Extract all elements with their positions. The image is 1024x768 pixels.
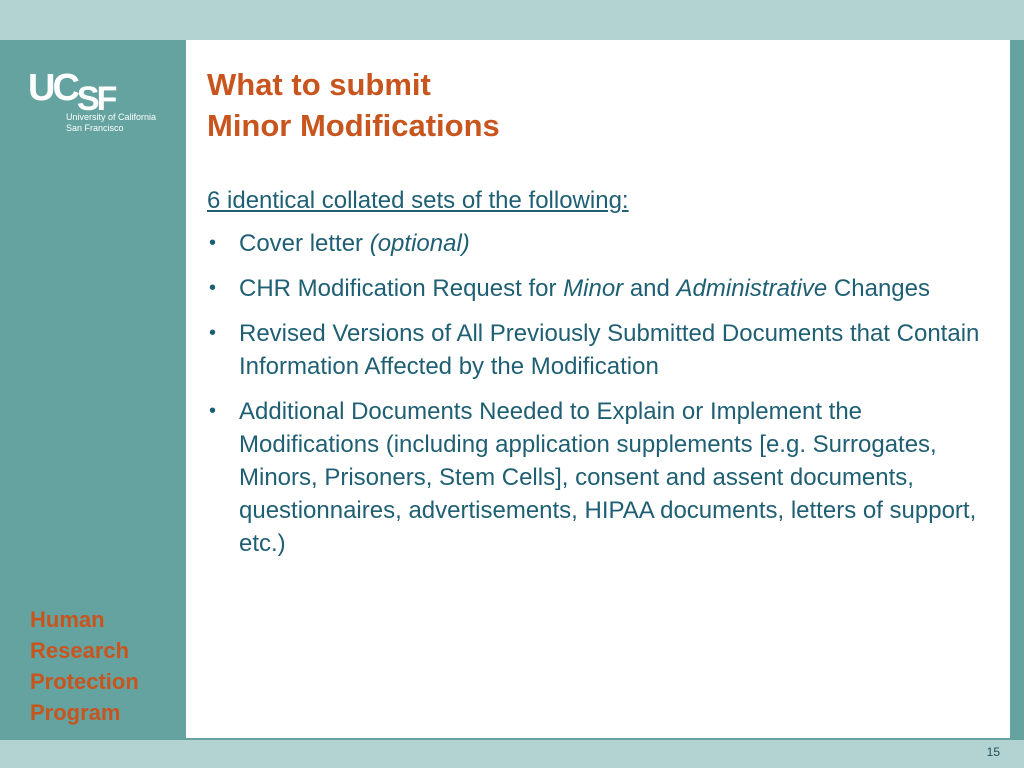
logo-subtitle bbox=[66, 112, 156, 134]
bullet-text: Cover letter bbox=[239, 230, 370, 257]
logo-mark-sf: SF bbox=[76, 80, 115, 118]
ucsf-logo bbox=[28, 67, 157, 133]
slide-title bbox=[207, 64, 500, 146]
bullet-text: Changes bbox=[827, 275, 931, 302]
bullet-text: Revised Versions of All Previously Submitted Documents that Contain Information Affected by the Modification bbox=[239, 320, 980, 380]
slide-title-line2: Minor Modifications bbox=[207, 108, 500, 143]
page-number: 15 bbox=[986, 745, 1000, 759]
bullet-item bbox=[207, 272, 997, 305]
bullet-dot: • bbox=[209, 400, 217, 422]
bullet-text: (optional) bbox=[369, 230, 470, 257]
intro-text: 6 identical collated sets of the following: bbox=[207, 187, 629, 214]
slide-title-line1: What to submit bbox=[207, 67, 431, 102]
bullet-dot: • bbox=[209, 232, 217, 254]
logo-subtitle-line1: University of California bbox=[66, 112, 157, 122]
bullet-text: CHR Modification Request for bbox=[239, 275, 564, 302]
bullet-text: Additional Documents Needed to Explain or Implement the Modifications (including application supplements [e.g. Surrogates, Minors, Prisoners, Stem Cells], consent and assent documents, questionnaires, advertisements, HIPAA documents, letters of support, etc.) bbox=[239, 398, 977, 557]
bullet-item bbox=[207, 227, 997, 260]
bullet-dot: • bbox=[209, 322, 217, 344]
program-label-line: Research bbox=[30, 638, 130, 663]
logo-subtitle-line2: San Francisco bbox=[66, 123, 124, 133]
logo-mark bbox=[28, 67, 115, 118]
right-strip bbox=[1010, 40, 1024, 740]
program-label-line: Protection bbox=[30, 669, 139, 694]
program-label-line: Human bbox=[30, 607, 105, 632]
program-label bbox=[30, 604, 180, 728]
bullet-dot: • bbox=[209, 277, 217, 299]
bottom-band bbox=[0, 740, 1024, 768]
bullet-list bbox=[207, 227, 997, 560]
logo-mark-uc: UC bbox=[28, 67, 77, 109]
slide-body bbox=[207, 184, 997, 572]
bullet-text: Minor bbox=[563, 275, 624, 302]
top-band bbox=[0, 0, 1024, 40]
bullet-item bbox=[207, 395, 997, 560]
program-label-line: Program bbox=[30, 700, 121, 725]
bullet-text: Administrative bbox=[676, 275, 828, 302]
bullet-item bbox=[207, 317, 997, 383]
bullet-text: and bbox=[623, 275, 677, 302]
